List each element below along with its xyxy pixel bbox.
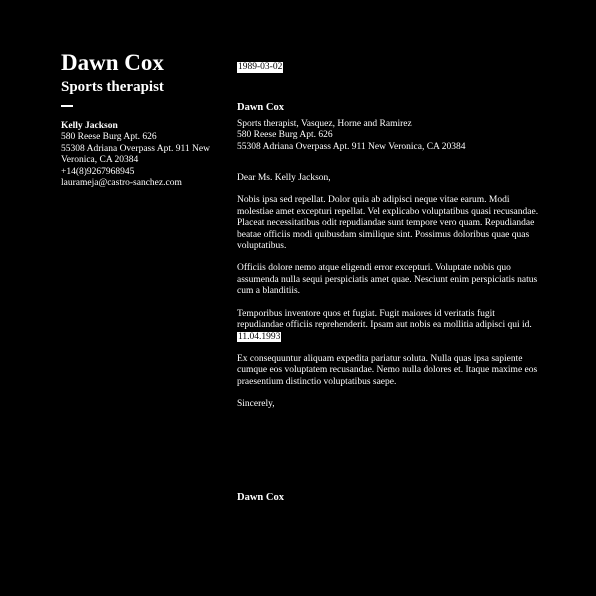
contact-address-line1: 580 Reese Burg Apt. 626 <box>61 132 157 143</box>
body-paragraph-1: Nobis ipsa sed repellat. Dolor quia ab adipisci neque vitae earum. Modi molestiae amet excepturi repellat. Vel explicabo voluptatibus quasi recusandae. Placeat necessitatibus odit repudiandae sunt tempore vero quam. Repudiandae beatae officiis modi quibusdam similique sint. Possimus doloribus quae quas voluptatibus. <box>237 195 539 252</box>
body-paragraph-3-text: Temporibus inventore quos et fugiat. Fugit maiores id veritatis fugit repudiandae officiis reprehenderit. Ipsam aut nobis ea mollitia adipisci qui id. <box>237 308 532 331</box>
sender-column <box>61 50 231 189</box>
sender-title: Sports therapist <box>61 79 164 95</box>
contact-phone: +14(8)9267968945 <box>61 166 135 177</box>
salutation: Dear Ms. Kelly Jackson, <box>237 173 331 184</box>
contact-name: Kelly Jackson <box>61 121 118 131</box>
closing: Sincerely, <box>237 399 275 410</box>
recipient-address-line2: 55308 Adriana Overpass Apt. 911 New Veronica, CA 20384 <box>237 141 466 152</box>
sender-name: Dawn Cox <box>61 50 164 75</box>
contact-address-line3: Veronica, CA 20384 <box>61 155 139 166</box>
recipient-name: Dawn Cox <box>237 102 284 114</box>
title-divider <box>61 105 73 107</box>
recipient-company: Sports therapist, Vasquez, Horne and Ramirez <box>237 118 412 129</box>
letter-date: 1989-03-02 <box>238 62 283 72</box>
body-paragraph-4: Ex consequuntur aliquam expedita pariatur soluta. Nulla quas ipsa sapiente cumque eos voluptatem recusandae. Nemo nulla dolores et. Itaque maxime eos praesentium distinctio voluptatibus saepe. <box>237 353 538 387</box>
contact-email: laurameja@castro-sanchez.com <box>61 178 182 189</box>
contact-block <box>61 121 231 189</box>
recipient-block <box>237 102 542 153</box>
letter-column <box>237 62 542 411</box>
contact-address-line2: 55308 Adriana Overpass Apt. 911 New <box>61 143 210 154</box>
body-paragraph-3 <box>237 309 542 343</box>
recipient-address-line1: 580 Reese Burg Apt. 626 <box>237 130 333 141</box>
signature-name: Dawn Cox <box>237 492 284 503</box>
body-paragraph-3-date: 11.04.1993 <box>238 331 281 342</box>
body-paragraph-2: Officiis dolore nemo atque eligendi error excepturi. Voluptate nobis quo assumenda nulla sequi perspiciatis amet quae. Nesciunt enim perspiciatis natus cum a blanditiis. <box>237 263 538 297</box>
